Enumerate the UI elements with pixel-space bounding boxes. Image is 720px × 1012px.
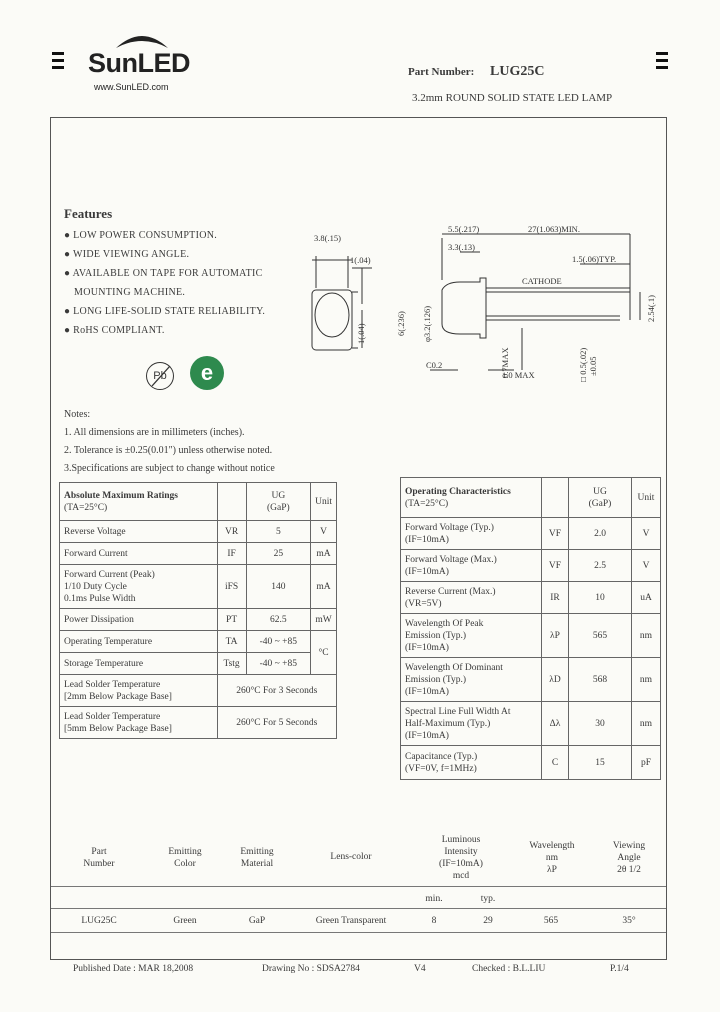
table-row: Reverse Current (Max.) (VR=5V) IR 10 uA (401, 582, 661, 614)
published-date: Published Date : MAR 18,2008 (73, 964, 194, 974)
dim-spacing: 2.54(.1) (646, 295, 656, 322)
table-row: Operating Temperature TA -40 ~ +85 °C (60, 631, 337, 653)
table-row: Forward Voltage (Typ.) (IF=10mA) VF 2.0 V (401, 518, 661, 550)
row-material: GaP (248, 916, 266, 926)
col-angle: Viewing Angle 2θ 1/2 (612, 841, 646, 875)
col-lens: Lens-color (330, 852, 372, 862)
note-item: 2. Tolerance is ±0.25(0.01") unless otherwise noted. (64, 445, 273, 456)
brand-logo: SunLED (88, 48, 190, 78)
row-wavelength: 565 (543, 916, 559, 926)
rohs-badge: e (190, 356, 224, 390)
row-angle: 35° (622, 916, 636, 926)
pb-slash-icon (146, 362, 176, 392)
notes-title: Notes: (64, 409, 91, 420)
notes (64, 406, 275, 478)
table-row: Lead Solder Temperature [2mm Below Package Base] 260°C For 3 Seconds (60, 675, 337, 707)
sun-arc-icon (112, 28, 172, 50)
table-row: Capacitance (Typ.) (VF=0V, f=1MHz) C 15 pF (401, 746, 661, 780)
col-material: Emitting Material (240, 847, 274, 869)
dim-front-width: 3.8(.15) (314, 233, 341, 243)
abs-max-header: Absolute Maximum Ratings (TA=25°C) (60, 483, 218, 521)
col-wavelength: Wavelength nm λP (529, 841, 575, 875)
page-number: P.1/4 (610, 964, 629, 974)
version: V4 (414, 964, 426, 974)
col-color: Emitting Color (168, 847, 202, 869)
left-bars-icon (52, 52, 64, 73)
dim-lead: 27(1.063)MIN. (528, 224, 580, 234)
row-color: Green (173, 916, 197, 926)
dim-lead-square: □ 0.5(.02) (578, 347, 588, 382)
sub-typ: typ. (480, 894, 496, 904)
table-row: Power Dissipation PT 62.5 mW (60, 609, 337, 631)
operating-characteristics-table: Operating Characteristics (TA=25°C) UG (GaP) Unit Forward Voltage (Typ.) (IF=10mA) VF 2.0 V Forward Voltage (Max.) (IF=10mA) VF 2.5 V Reverse Current (Max.) (VR=5V) IR 10 uA Wavelength Of Peak Emission (Typ.) (IF=10mA) λP 565 nm Wavelength Of Dominant Emission (Typ.) (IF=10mA) λD 568 nm Spectral Line Full Width At Half-Maximum (Typ.) (IF=10mA) Δλ 30 nm Capacitance (Typ.) (VF=0V, f=1MHz) C 15 pF (400, 477, 661, 780)
table-row: Forward Voltage (Max.) (IF=10mA) VF 2.5 V (401, 550, 661, 582)
dim-front-depth: 1(.04) (356, 323, 366, 344)
table-row: Wavelength Of Peak Emission (Typ.) (IF=10mA) λP 565 nm (401, 614, 661, 658)
cathode-label: CATHODE (522, 276, 562, 286)
sub-min: min. (425, 894, 443, 904)
feature-item: ● AVAILABLE ON TAPE FOR AUTOMATIC (64, 268, 263, 279)
row-lens: Green Transparent (315, 916, 387, 926)
abs-max-table: Absolute Maximum Ratings (TA=25°C) UG (GaP) Unit Reverse Voltage VR 5 V Forward Current IF 25 mA Forward Current (Peak) 1/10 Duty Cycle 0.1ms Pulse Width iFS 140 mA Power Dissipation PT 62.5 mW Operating Temperature TA -40 ~ +85 °C Storage Temperature Tstg -40 ~ +85 Lead Solder Temperature [2mm Below Package Base] 260°C For 3 Seconds Lead Solder Temperature [5mm Below Package Base] 260°C For 5 Seconds (59, 482, 337, 739)
part-number: LUG25C (490, 64, 545, 79)
table-row: Spectral Line Full Width At Half-Maximum (Typ.) (IF=10mA) Δλ 30 nm (401, 702, 661, 746)
part-number-label: Part Number: (408, 66, 475, 78)
product-subtitle: 3.2mm ROUND SOLID STATE LED LAMP (412, 92, 613, 104)
dim-diameter: φ3.2(.126) (422, 305, 432, 342)
dim-body: 5.5(.217) (448, 224, 480, 234)
dimension-drawing (290, 220, 670, 390)
pb-free-badge: Pb (146, 362, 174, 390)
row-part: LUG25C (81, 916, 117, 926)
right-bars-icon (656, 52, 668, 73)
checked-by: Checked : B.L.LIU (472, 964, 546, 974)
table-row: Lead Solder Temperature [5mm Below Package Base] 260°C For 5 Seconds (60, 707, 337, 739)
row-min: 8 (431, 916, 437, 926)
col-intensity: Luminous Intensity (IF=10mA) mcd (439, 835, 483, 881)
dim-front-flange: 1(.04) (350, 255, 371, 265)
table-row: Forward Current (Peak) 1/10 Duty Cycle 0.1ms Pulse Width iFS 140 mA (60, 565, 337, 609)
table-row: Reverse Voltage VR 5 V (60, 521, 337, 543)
table-row: Forward Current IF 25 mA (60, 543, 337, 565)
note-item: 1. All dimensions are in millimeters (inches). (64, 427, 245, 438)
row-typ: 29 (483, 916, 493, 926)
drawing-number: Drawing No : SDSA2784 (262, 964, 360, 974)
table-row: Storage Temperature Tstg -40 ~ +85 (60, 653, 337, 675)
table-row: Wavelength Of Dominant Emission (Typ.) (IF=10mA) λD 568 nm (401, 658, 661, 702)
features-list (64, 226, 265, 340)
brand-url[interactable]: www.SunLED.com (94, 82, 169, 92)
dim-tolerance: ±0.05 (588, 356, 598, 376)
dim-pitch: 1.5(.06)TYP. (572, 254, 617, 264)
dim-height: 6(.236) (396, 311, 406, 336)
features-title: Features (64, 206, 113, 221)
dim-max1: 0.7MAX (500, 347, 510, 378)
op-header: Operating Characteristics (TA=25°C) (401, 478, 542, 518)
feature-item: ● RoHS COMPLIANT. (64, 325, 165, 336)
dim-dome: 3.3(.13) (448, 242, 475, 252)
dim-chamfer: C0.2 (426, 360, 443, 370)
dim-max2: 1.0 MAX (502, 370, 535, 380)
feature-item-continuation: MOUNTING MACHINE. (74, 287, 186, 298)
feature-item: ● WIDE VIEWING ANGLE. (64, 249, 190, 260)
note-item: 3.Specifications are subject to change without notice (64, 463, 275, 474)
feature-item: ● LONG LIFE-SOLID STATE RELIABILITY. (64, 306, 266, 317)
feature-item: ● LOW POWER CONSUMPTION. (64, 230, 218, 241)
col-part: Part Number (83, 847, 115, 869)
